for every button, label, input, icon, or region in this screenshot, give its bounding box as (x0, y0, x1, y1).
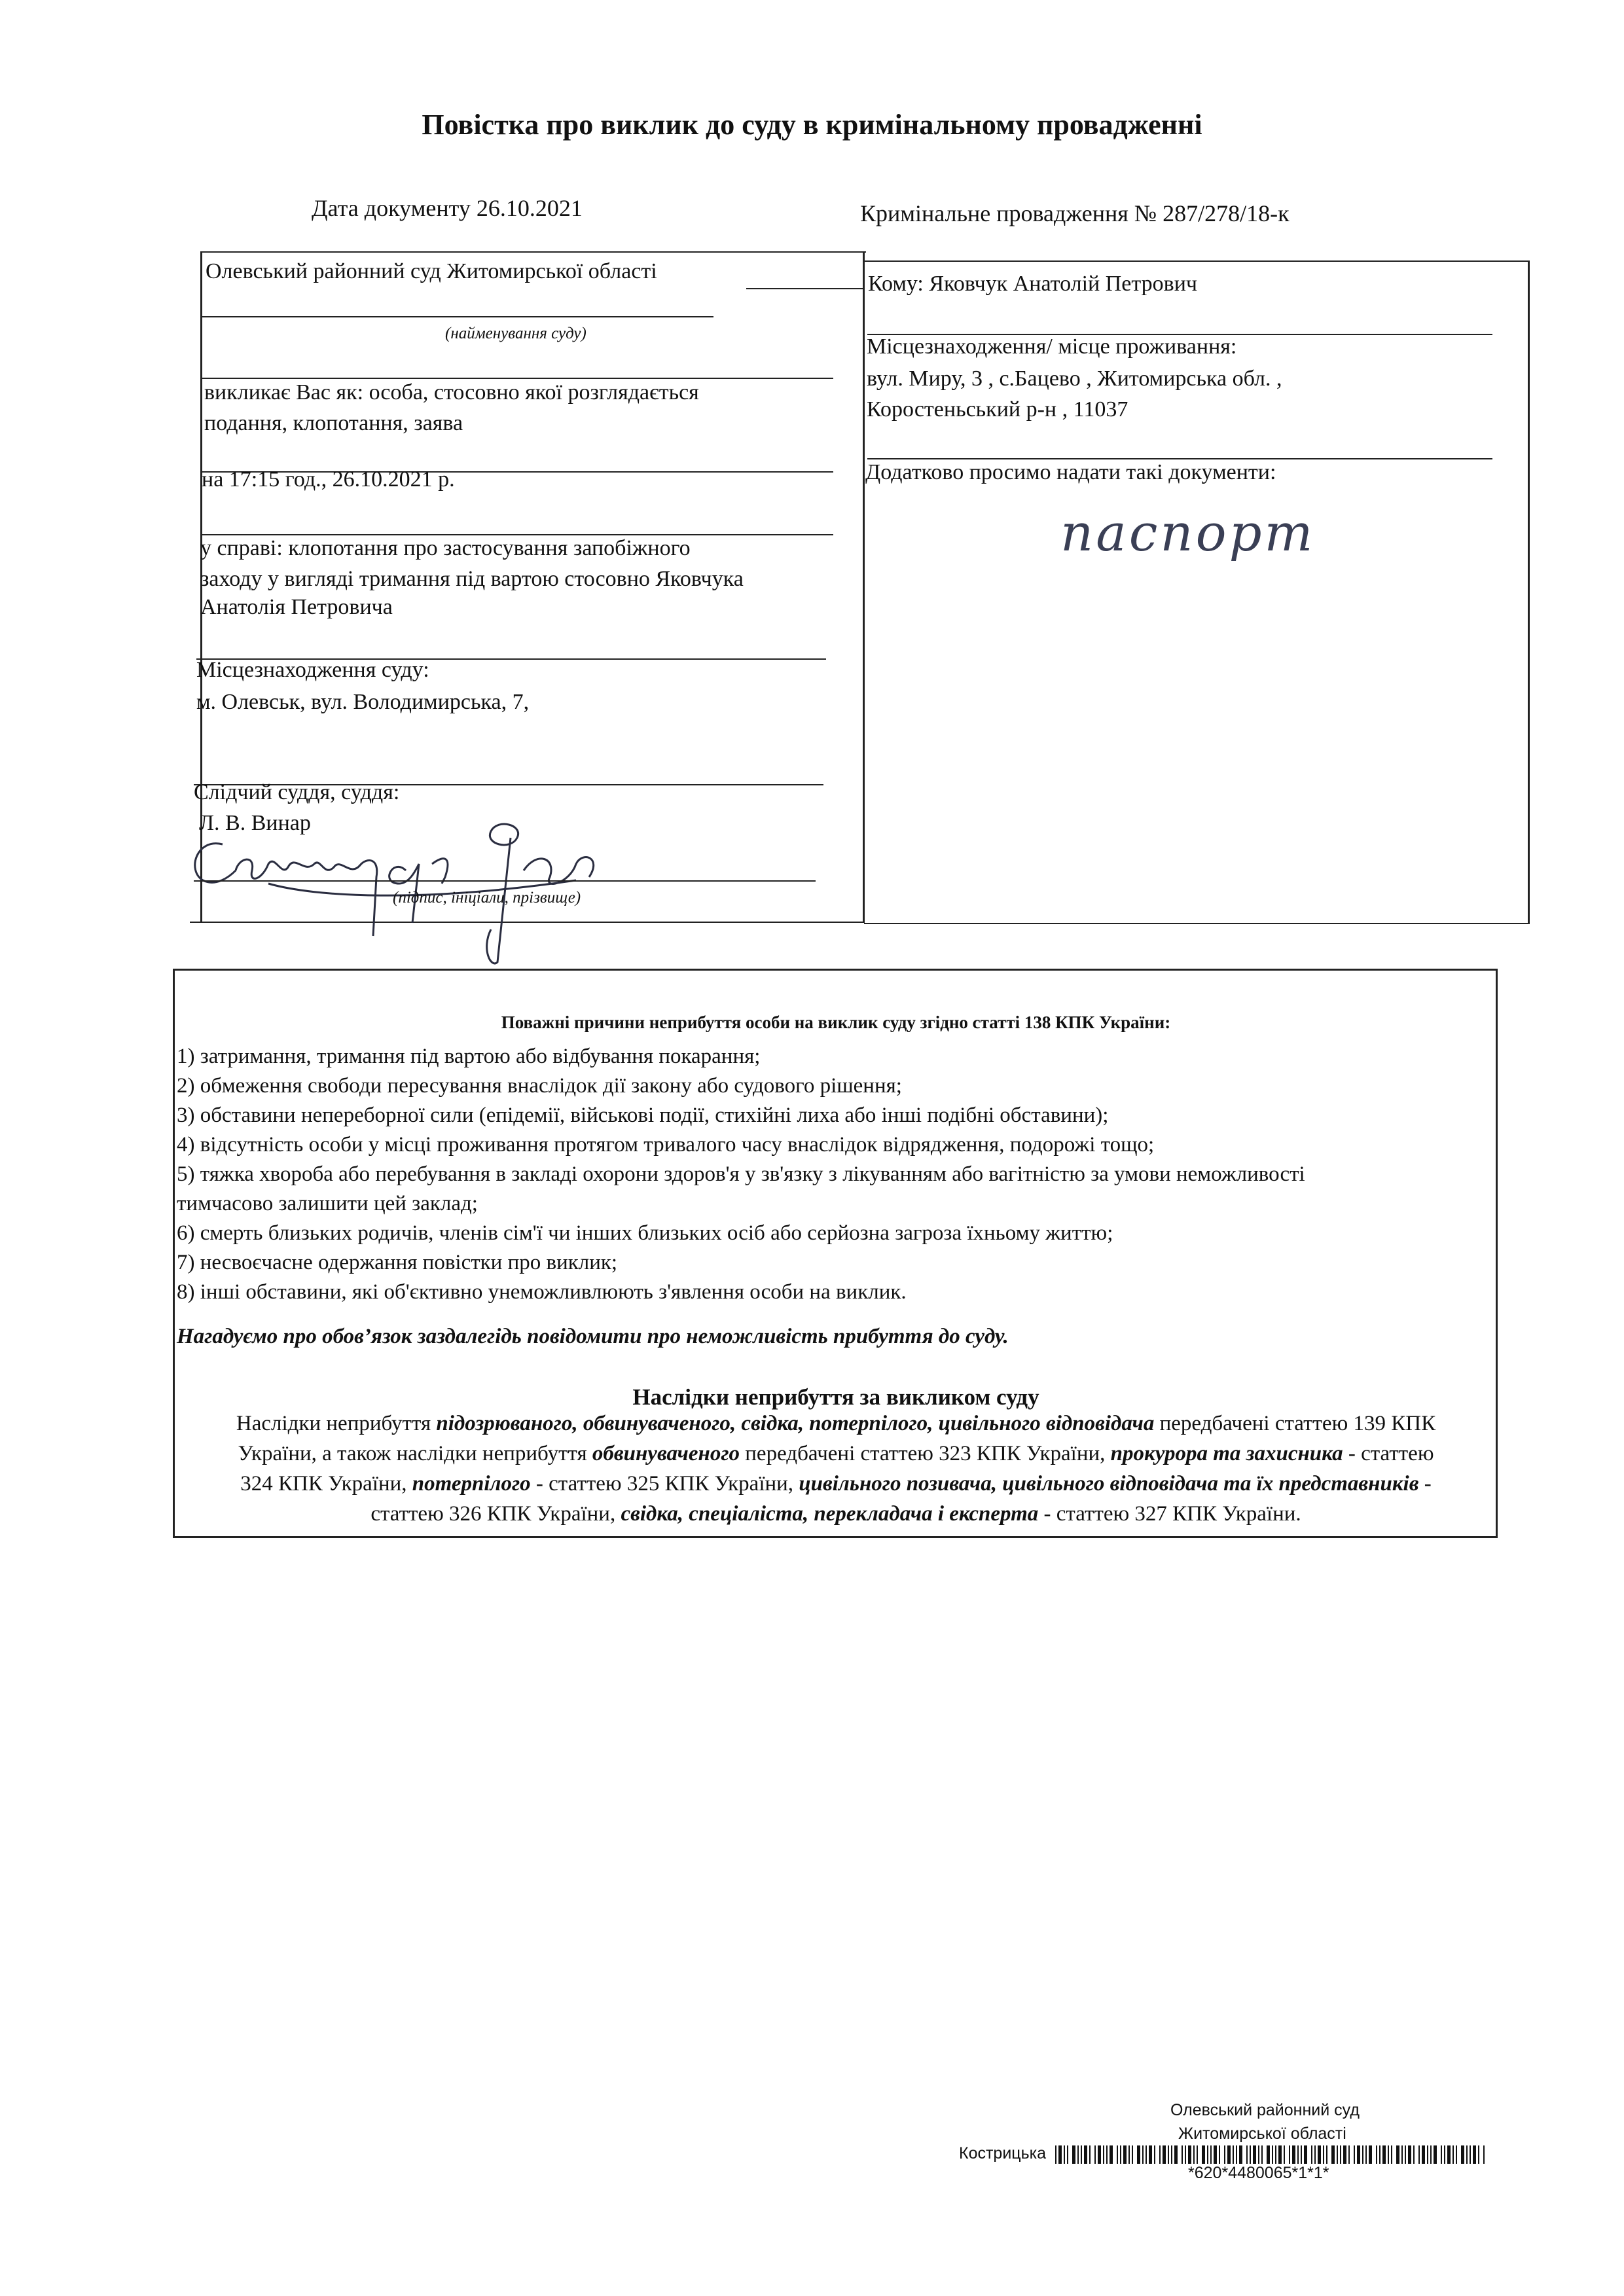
barcode-bar (1137, 2145, 1140, 2164)
barcode-bar (1188, 2145, 1191, 2164)
barcode-bar (1470, 2145, 1471, 2164)
text: підозрюваного, обвинуваченого, свідка, потерпілого, цивільного відповідача (436, 1412, 1155, 1435)
barcode-bar (1362, 2145, 1363, 2164)
barcode-bar (1058, 2145, 1062, 2164)
barcode-bar (1278, 2145, 1282, 2164)
barcode-bar (1461, 2145, 1464, 2164)
documents-handwritten: паспорт (1060, 504, 1316, 563)
reason-item: 7) несвоєчасне одержання повістки про виклик; (177, 1251, 618, 1274)
court-location: м. Олевськ, вул. Володимирська, 7, (196, 690, 530, 714)
text: - статтею 327 КПК України. (1038, 1502, 1301, 1526)
barcode-bar (1391, 2145, 1392, 2164)
reasons-heading: Поважні причини неприбуття особи на виклик суду згідно статті 138 КПК України: (501, 1013, 1171, 1032)
barcode-bar (1453, 2145, 1454, 2164)
reason-item: 3) обставини непереборної сили (епідемії, військові події, стихійні лиха або інші подібні обставини); (177, 1103, 1109, 1127)
court-name-underline (746, 288, 863, 289)
barcode-bar (1261, 2145, 1263, 2164)
barcode-bar (1422, 2145, 1425, 2164)
judge-name: Л. В. Винар (199, 811, 311, 835)
text: передбачені статтею 323 КПК України, (740, 1442, 1111, 1465)
barcode-bar (1185, 2145, 1186, 2164)
document-title: Повістка про виклик до суду в кримінальному провадженні (422, 109, 1202, 141)
summons-role-line1: викликає Вас як: особа, стосовно якої розглядається (204, 380, 699, 404)
court-location-label: Місцезнаходження суду: (196, 658, 429, 682)
barcode-bar (1343, 2145, 1346, 2164)
signature-line (194, 880, 816, 882)
signature-caption: (підпис, ініціали, прізвище) (393, 889, 581, 906)
barcode-number: *620*4480065*1*1* (1188, 2164, 1329, 2182)
text: - (1418, 1472, 1432, 1496)
address-label: Місцезнаходження/ місце проживання: (867, 334, 1237, 359)
barcode-bar (1478, 2145, 1479, 2164)
summons-role-line2: подання, клопотання, заява (204, 411, 463, 435)
barcode-bar (1444, 2145, 1445, 2164)
text: цивільного позивача, цивільного відповідача та їх представників (799, 1472, 1419, 1496)
box-border-bottom-right (864, 923, 1529, 924)
barcode-bar (1483, 2145, 1485, 2164)
barcode-bar (1067, 2145, 1068, 2164)
barcode-bar (1297, 2145, 1299, 2164)
text: - статтею (1343, 1442, 1434, 1465)
barcode-bar (1224, 2145, 1225, 2164)
text: передбачені статтею 139 КПК (1154, 1412, 1436, 1435)
barcode-bar (1304, 2145, 1307, 2164)
text: прокурора та захисника (1110, 1442, 1343, 1465)
recipient: Кому: Яковчук Анатолій Петрович (868, 272, 1197, 296)
reason-item: 4) відсутність особи у місці проживання протягом тривалого часу внаслідок відрядження, подорожі тощо; (177, 1133, 1155, 1157)
barcode-bar (1106, 2145, 1108, 2164)
barcode-bar (1214, 2145, 1217, 2164)
barcode-bar (1098, 2145, 1101, 2164)
barcode-bar (1369, 2145, 1372, 2164)
barcode-bar (1292, 2145, 1295, 2164)
barcode-bar (1077, 2145, 1079, 2164)
address-line2: Коростеньський р-н , 11037 (867, 397, 1128, 422)
reason-item: 8) інші обставини, які об'єктивно унеможливлюють з'явлення особи на виклик. (177, 1280, 907, 1304)
reminder-note: Нагадуємо про обов’язок заздалегідь повідомити про неможливість прибуття до суду. (177, 1325, 1009, 1348)
barcode-bar (1326, 2145, 1327, 2164)
barcode-bar (1311, 2145, 1312, 2164)
barcode-bar (1236, 2145, 1237, 2164)
case-subject-line1: у справі: клопотання про застосування запобіжного (200, 536, 691, 560)
barcode-bar (1117, 2145, 1118, 2164)
barcode-bar (1110, 2145, 1113, 2164)
barcode-bar (1094, 2145, 1096, 2164)
reason-item: 1) затримання, тримання під вартою або відбування покарання; (177, 1045, 761, 1068)
box-border-top-left (202, 251, 866, 253)
barcode-bar (1159, 2145, 1161, 2164)
case-number: Кримінальне провадження № 287/278/18-к (860, 200, 1290, 226)
text: України, а також наслідки неприбуття (238, 1442, 592, 1465)
hearing-datetime: на 17:15 год., 26.10.2021 р. (202, 467, 455, 492)
barcode-bar (1427, 2145, 1428, 2164)
documents-label: Додатково просимо надати такі документи: (865, 460, 1276, 484)
barcode-bar (1401, 2145, 1403, 2164)
barcode-bar (1396, 2145, 1399, 2164)
barcode-bar (1447, 2145, 1451, 2164)
barcode-bar (1272, 2145, 1273, 2164)
text: Наслідки неприбуття (236, 1412, 437, 1435)
barcode-bar (1408, 2145, 1411, 2164)
reason-item: 5) тяжка хвороба або перебування в закладі охорони здоров'я у зв'язку з лікуванням або вагітністю за умови неможливості (177, 1162, 1305, 1186)
barcode-bar (1456, 2145, 1457, 2164)
court-name-line (202, 316, 713, 317)
barcode-bar (1323, 2145, 1324, 2164)
barcode-bar (1163, 2145, 1166, 2164)
barcode-bar (1123, 2145, 1127, 2164)
barcode-bar (1081, 2145, 1082, 2164)
barcode-bar (1376, 2145, 1377, 2164)
barcode-bar (1314, 2145, 1316, 2164)
barcode-bar (1473, 2145, 1476, 2164)
barcode-bar (1084, 2145, 1087, 2164)
consequences-line (178, 1409, 1494, 1439)
text: 324 КПК України, (240, 1472, 412, 1496)
barcode-bar (1275, 2145, 1276, 2164)
address-line1: вул. Миру, 3 , с.Бацево , Житомирська обл. , (867, 367, 1282, 391)
document-date: Дата документу 26.10.2021 (312, 195, 583, 221)
column-divider (863, 251, 865, 923)
barcode-bar (1354, 2145, 1355, 2164)
barcode-bar (1233, 2145, 1234, 2164)
barcode-bar (1413, 2145, 1415, 2164)
barcode-bar (1149, 2145, 1152, 2164)
barcode-bar (1258, 2145, 1259, 2164)
text: обвинуваченого (592, 1442, 740, 1465)
barcode-bar (1207, 2145, 1208, 2164)
barcode-bar (1348, 2145, 1350, 2164)
text: свідка, спеціаліста, перекладача і експерта (621, 1502, 1039, 1526)
barcode-bar (1174, 2145, 1178, 2164)
barcode-bar (1301, 2145, 1302, 2164)
barcode-bar (1331, 2145, 1335, 2164)
reason-item-continued: тимчасово залишити цей заклад; (177, 1192, 478, 1215)
barcode-bar (1253, 2145, 1256, 2164)
barcode (1055, 2145, 1487, 2164)
divider (202, 378, 833, 379)
court-name: Олевський районний суд Житомирської області (206, 259, 657, 283)
reason-item: 2) обмеження свободи пересування внаслідок дії закону або судового рішення; (177, 1074, 902, 1098)
barcode-bar (1246, 2145, 1248, 2164)
barcode-bar (1239, 2145, 1242, 2164)
barcode-bar (1168, 2145, 1169, 2164)
barcode-bar (1182, 2145, 1183, 2164)
barcode-bar (1210, 2145, 1212, 2164)
footer-court-line1: Олевський районний суд (1170, 2101, 1360, 2119)
barcode-bar (1434, 2145, 1437, 2164)
barcode-bar (1337, 2145, 1338, 2164)
consequences-line (178, 1469, 1494, 1499)
consequences-line (178, 1439, 1494, 1469)
barcode-bar (1055, 2145, 1056, 2164)
barcode-bar (1405, 2145, 1406, 2164)
footer-clerk: Кострицька (959, 2144, 1047, 2162)
barcode-bar (1089, 2145, 1091, 2164)
barcode-bar (1197, 2145, 1198, 2164)
barcode-bar (1388, 2145, 1389, 2164)
text: потерпілого (412, 1472, 531, 1496)
reason-item: 6) смерть близьких родичів, членів сім'ї чи інших близьких осіб або серйозна загроза їхньому життю; (177, 1221, 1113, 1245)
barcode-bar (1466, 2145, 1468, 2164)
barcode-bar (1072, 2145, 1075, 2164)
barcode-bar (1289, 2145, 1290, 2164)
text: - статтею 325 КПК України, (530, 1472, 799, 1496)
box-border-right (1528, 260, 1530, 924)
barcode-bar (1430, 2145, 1432, 2164)
barcode-bar (1318, 2145, 1321, 2164)
court-name-caption: (найменування суду) (445, 325, 586, 342)
barcode-bar (1365, 2145, 1367, 2164)
barcode-bar (1132, 2145, 1133, 2164)
consequences-heading: Наслідки неприбуття за викликом суду (632, 1384, 1039, 1410)
barcode-bar (1267, 2145, 1270, 2164)
barcode-bar (1379, 2145, 1380, 2164)
barcode-bar (1227, 2145, 1231, 2164)
barcode-bar (1128, 2145, 1130, 2164)
judge-label: Слідчий суддя, суддя: (194, 780, 400, 804)
barcode-bar (1146, 2145, 1147, 2164)
barcode-bar (1202, 2145, 1205, 2164)
barcode-bar (1250, 2145, 1251, 2164)
text: статтею 326 КПК України, (370, 1502, 621, 1526)
barcode-bar (1193, 2145, 1195, 2164)
barcode-bar (1418, 2145, 1420, 2164)
box-border-top-right (864, 260, 1529, 262)
barcode-bar (1154, 2145, 1155, 2164)
barcode-bar (1103, 2145, 1104, 2164)
barcode-bar (1284, 2145, 1285, 2164)
barcode-bar (1340, 2145, 1341, 2164)
barcode-bar (1441, 2145, 1442, 2164)
barcode-bar (1171, 2145, 1172, 2164)
barcode-bar (1357, 2145, 1360, 2164)
barcode-bar (1142, 2145, 1144, 2164)
barcode-bar (1382, 2145, 1386, 2164)
case-subject-line3: Анатолія Петровича (200, 595, 393, 619)
barcode-bar (1064, 2145, 1065, 2164)
barcode-bar (1120, 2145, 1121, 2164)
consequences-line (178, 1499, 1494, 1529)
case-subject-line2: заходу у вигляді тримання під вартою стосовно Яковчука (200, 567, 744, 591)
barcode-bar (1219, 2145, 1220, 2164)
footer-court-line2: Житомирської області (1178, 2125, 1346, 2143)
